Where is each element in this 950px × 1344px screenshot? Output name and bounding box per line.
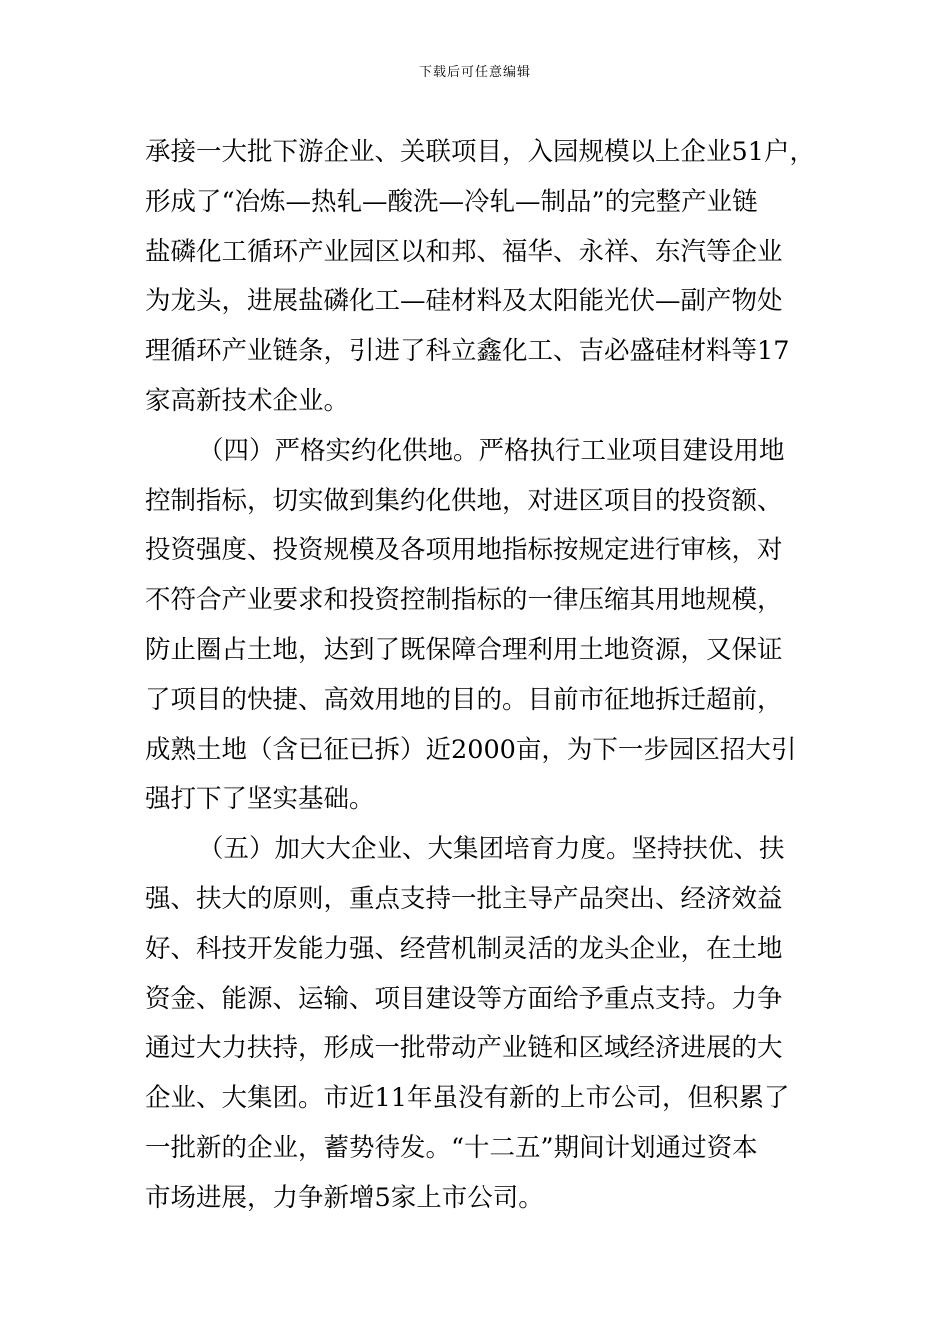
text-line: 控制指标，切实做到集约化供地，对进区项目的投资额、	[145, 485, 783, 516]
text-line: 承接一大批下游企业、关联项目，入园规模以上企业51户，	[145, 137, 815, 167]
text-line: 盐磷化工循环产业园区以和邦、福华、永祥、东汽等企业	[145, 236, 783, 267]
text-line: 了项目的快捷、高效用地的目的。目前市征地拆迁超前，	[145, 684, 783, 715]
text-line: 市场进展，力争新增5家上市公司。	[145, 1182, 544, 1213]
paragraph-first-line: （四）严格实约化供地。严格执行工业项目建设用地	[198, 435, 785, 466]
text-line: 成熟土地（含已征已拆）近2000亩，为下一步园区招大引	[145, 734, 797, 765]
text-line: 好、科技开发能力强、经营机制灵活的龙头企业，在土地	[145, 933, 783, 964]
text-line: 资金、能源、运输、项目建设等方面给予重点支持。力争	[145, 983, 783, 1014]
text-line: 不符合产业要求和投资控制指标的一律压缩其用地规模，	[145, 585, 783, 616]
text-line: 通过大力扶持，形成一批带动产业链和区域经济进展的大	[145, 1033, 783, 1064]
page-header-note: 下载后可任意编辑	[418, 65, 531, 80]
text-line: 投资强度、投资规模及各项用地指标按规定进行审核，对	[145, 535, 783, 566]
document-body	[145, 128, 825, 1224]
text-line: 企业、大集团。市近11年虽没有新的上市公司，但积累了	[145, 1083, 790, 1114]
text-line: 一批新的企业，蓄势待发。“十二五”期间计划通过资本	[145, 1132, 758, 1163]
text-line: 理循环产业链条，引进了科立鑫化工、吉必盛硅材料等17	[145, 336, 790, 367]
text-line: 为龙头，进展盐磷化工—硅材料及太阳能光伏—副产物处	[145, 286, 783, 317]
text-line: 强、扶大的原则，重点支持一批主导产品突出、经济效益	[145, 883, 783, 914]
text-line: 家高新技术企业。	[145, 385, 350, 416]
text-line: 强打下了坚实基础。	[145, 784, 375, 815]
text-line: 形成了“冶炼—热轧—酸洗—冷轧—制品”的完整产业链	[145, 186, 758, 217]
paragraph-first-line: （五）加大大企业、大集团培育力度。坚持扶优、扶	[198, 834, 785, 865]
text-line: 防止圈占土地，达到了既保障合理利用土地资源，又保证	[145, 634, 783, 665]
